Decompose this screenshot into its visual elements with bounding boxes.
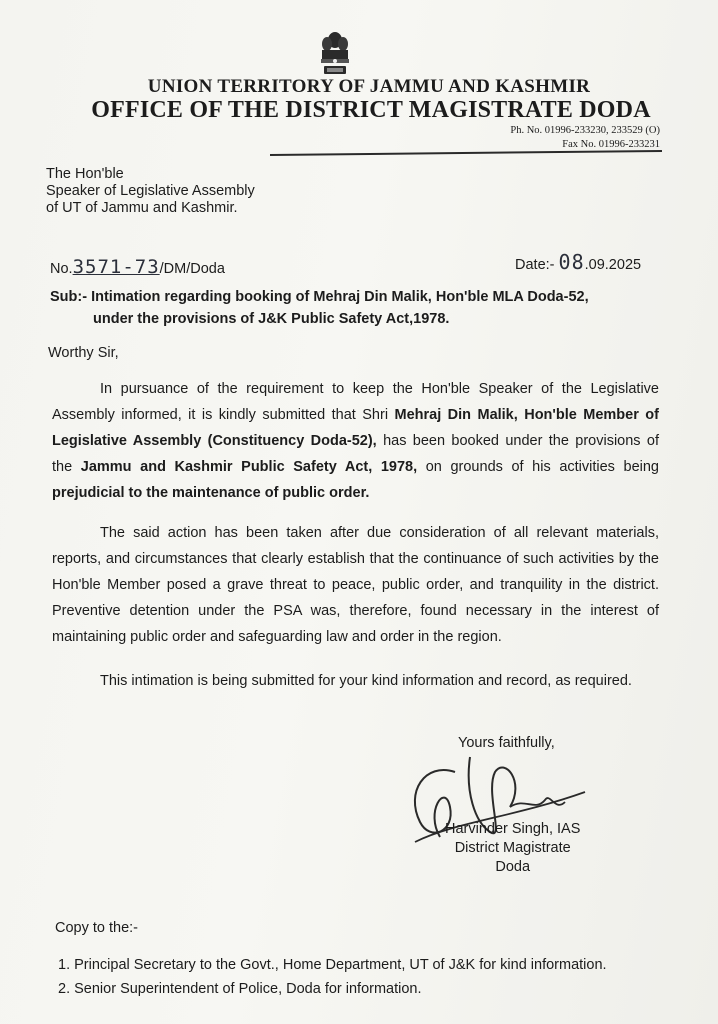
addressee-block [46, 166, 255, 217]
subject-block [50, 286, 670, 330]
letter-date [515, 250, 641, 274]
addressee-line: The Hon'ble [46, 166, 124, 182]
date-rest: .09.2025 [584, 257, 642, 273]
para1-text: on grounds of his activities being [417, 459, 660, 475]
para1-bold-grounds: prejudicial to the maintenance of public order. [52, 485, 370, 501]
copy-to-list [58, 953, 607, 1001]
date-prefix: Date:- [515, 257, 555, 273]
subject-line: Sub:- Intimation regarding booking of Mehraj Din Malik, Hon'ble MLA Doda-52, [50, 289, 589, 305]
phone-number: Ph. No. 01996-233230, 233529 (O) [510, 125, 660, 136]
salutation: Worthy Sir, [48, 345, 119, 361]
state-emblem-icon [318, 30, 352, 80]
list-item: 1. Principal Secretary to the Govt., Home Department, UT of J&K for kind information. [58, 957, 607, 973]
para1-bold-act: Jammu and Kashmir Public Safety Act, 1978, [80, 459, 418, 475]
list-item: 2. Senior Superintendent of Police, Doda for information. [58, 981, 422, 997]
para1-text: has been booked under the provisions of the [52, 433, 659, 475]
reference-suffix: /DM/Doda [159, 261, 225, 277]
paragraph-2: The said action has been taken after due consideration of all relevant materials, reports, and circumstances that clearly establish that the continuance of such activities by the Hon'ble Member posed a grave threat to peace, public order, and tranquility in the district. Preventive detention under the PSA was, therefore, found necessary in the interest of maintaining public order and safeguarding law and order in the region. [52, 525, 659, 645]
para1-bold-name: Mehraj Din Malik, Hon'ble Member of Legislative Assembly (Constituency Doda-52), [52, 407, 659, 449]
signatory-name: Harvinder Singh, IAS [445, 821, 581, 837]
para1-text: In pursuance of the requirement to keep the Hon'ble Speaker of the Legislative Assembly informed, it is kindly submitted that Shri [52, 381, 659, 423]
subject-line: under the provisions of J&K Public Safety Act,1978. [93, 311, 450, 327]
paragraph-3: This intimation is being submitted for your kind information and record, as required. [100, 673, 632, 689]
header-office-title: OFFICE OF THE DISTRICT MAGISTRATE DODA [91, 97, 651, 123]
header-rule [270, 150, 662, 156]
header-contact [510, 124, 660, 152]
paragraph-1 [52, 376, 659, 506]
closing-line: Yours faithfully, [458, 735, 555, 751]
reference-number [50, 256, 225, 278]
signatory-block [445, 820, 580, 877]
header-ut-title: UNION TERRITORY OF JAMMU AND KASHMIR [147, 76, 591, 97]
signatory-place: Doda [495, 859, 531, 875]
handwritten-number: 3571-73 [72, 256, 160, 278]
addressee-line: Speaker of Legislative Assembly [46, 183, 255, 199]
reference-prefix: No. [50, 261, 73, 277]
signatory-designation: District Magistrate [454, 840, 571, 856]
fax-number: Fax No. 01996-233231 [562, 139, 660, 150]
handwritten-day: 08 [558, 250, 585, 274]
addressee-line: of UT of Jammu and Kashmir. [46, 200, 238, 216]
copy-to-heading: Copy to the:- [55, 920, 139, 936]
